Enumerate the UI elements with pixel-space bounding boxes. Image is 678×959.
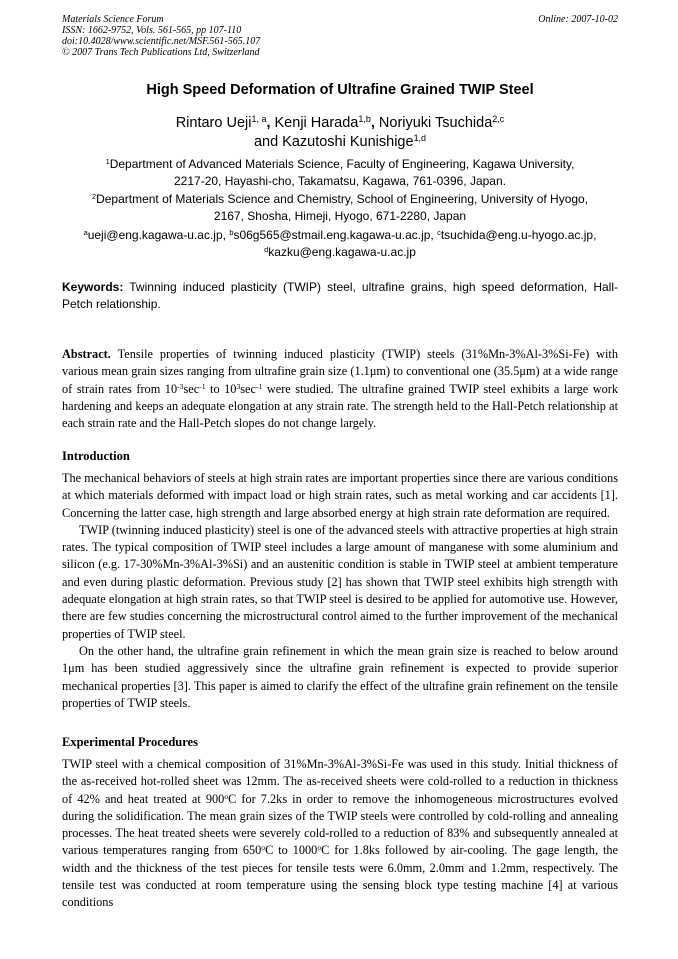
author-affiliation-mark: 1,b	[358, 114, 371, 125]
affiliation-text: Department of Advanced Materials Science, Faculty of Engineering, Kagawa University,	[109, 157, 575, 171]
author-name: Rintaro Ueji	[175, 115, 252, 131]
affiliation-text: Department of Materials Science and Chemistry, School of Engineering, University of Hyogo,	[96, 192, 589, 206]
online-date: Online: 2007-10-02	[538, 14, 618, 25]
abstract-exponent: -3	[177, 381, 184, 391]
experimental-heading: Experimental Procedures	[62, 735, 198, 749]
issn-line: ISSN: 1662-9752, Vols. 561-565, pp 107-110	[62, 25, 242, 36]
email-mark: a	[83, 227, 88, 237]
abstract-exponent: -1	[199, 381, 206, 391]
affiliation-text: 2167, Shosha, Himeji, Hyogo, 671-2280, Japan	[213, 209, 467, 223]
paragraph: TWIP (twinning induced plasticity) steel is one of the advanced steels with attractive properties at high strain rates. The typical composition of TWIP steel includes a large amount of manganese with some aluminium and silicon (e.g. 17-30%Mn-3%Al-3%Si) and an austenitic condition is stable in TWIP steel at ambient temperature and even during plastic deformation. Previous study [2] has shown that TWIP steel exhibits high strength with adequate elongation at high strain rates, so that TWIP steel is desired to be applied for automotive use. However, there are few studies concerning the microstructural control aimed to the further improvement of the mechanical properties of TWIP steel.	[62, 522, 618, 641]
paragraph-text: C to 1000	[265, 843, 318, 858]
abstract-text: to 10	[210, 381, 237, 396]
degree-mark: o	[224, 791, 229, 801]
author-name: Kenji Harada	[274, 115, 359, 131]
abstract	[62, 346, 618, 432]
introduction-body	[62, 470, 618, 712]
author-list: Rintaro Ueji$^{1, a}$, Kenji Harada$^{1,b}$, Noriyuki Tsuchida$^{2,c}$ and Kazutoshi Kunishige$^{1,d}$	[175, 114, 505, 150]
copyright-line: © 2007 Trans Tech Publications Ltd, Switzerland	[62, 47, 260, 58]
email-address: ueji@eng.kagawa-u.ac.jp,	[87, 228, 226, 242]
abstract-exponent: 3	[236, 381, 241, 391]
email-address: s06g565@stmail.eng.kagawa-u.ac.jp,	[233, 228, 434, 242]
abstract-text: sec	[183, 381, 200, 396]
author-affiliation-mark: 2,c	[492, 114, 505, 125]
abstract-text: were studied. The ultrafine grained TWIP steel exhibits a large work hardening and keeps an adequate elongation at any strain rate. The strength held to the Hall-Petch relationship at each strain rate and the Hall-Petch slopes do not change largely.	[62, 381, 619, 431]
paragraph: On the other hand, the ultrafine grain refinement in which the mean grain size is reached to below around 1μm has been studied aggressively since the ultrafine grain refinement is expected to provide superior mechanical properties [3]. This paper is aimed to clarify the effect of the ultrafine grain refinement on the tensile properties of TWIP steels.	[62, 643, 618, 710]
experimental-body	[62, 756, 618, 912]
email-mark: c	[437, 227, 441, 237]
keywords	[62, 279, 618, 313]
doi-line: doi:10.4028/www.scientific.net/MSF.561-565.107	[62, 36, 261, 47]
email-address: kazku@eng.kagawa-u.ac.jp	[268, 245, 416, 259]
journal-name: Materials Science Forum	[62, 14, 164, 25]
abstract-exponent: -1	[255, 381, 263, 391]
journal-header	[62, 14, 618, 58]
paragraph: The mechanical behaviors of steels at high strain rates are important properties since there are various conditions at which materials deformed with impact load or high strain rates, such as metal working and car accidents [1]. Concerning the latter case, high strength and large absorbed energy at high strain rate deformation are required.	[62, 471, 618, 520]
email-mark: b	[229, 227, 234, 237]
paragraph-text: C for 1.8ks followed by air-cooling. The gage length, the width and the thickness of the test pieces for tensile tests were 6.0mm, 2.0mm and 1.2mm, respectively. The tensile test was conducted at room temperature using the sensing block type testing machine [4] at various conditions	[62, 843, 618, 910]
degree-mark: o	[261, 843, 266, 853]
author-name: and Kazutoshi Kunishige	[253, 134, 414, 150]
affiliation-mark: 1	[105, 156, 110, 166]
paper-title: High Speed Deformation of Ultrafine Grained TWIP Steel	[146, 82, 534, 98]
affiliation-mark: 2	[91, 191, 97, 201]
abstract-text: Tensile properties of twinning induced plasticity (TWIP) steels (31%Mn-3%Al-3%Si-Fe) with various mean grain sizes ranging from ultrafine grain size (1.1μm) to conventional one (35.5μm) at a wide range of strain rates from 10	[62, 347, 618, 396]
email-list	[62, 227, 618, 261]
degree-mark: o	[317, 843, 322, 853]
paragraph-text: TWIP steel with a chemical composition of 31%Mn-3%Al-3%Si-Fe was used in this study. Initial thickness of the as-received hot-rolled sheet was 12mm. The as-received sheets were cold-rolled to a reduction in thickness of 42% and heat treated at 900	[62, 757, 618, 806]
author-name: Noriyuki Tsuchida	[378, 115, 493, 131]
author-affiliation-mark: 1, a	[251, 114, 267, 125]
paragraph-text: C for 7.2ks in order to remove the inhomogeneous microstructures evolved during the solidification. The mean grain sizes of the TWIP steels were controlled by cold-rolling and annealing processes. The heat treated sheets were severely cold-rolled to a reduction of 83% and subsequently annealed at various temperatures ranging from 650	[62, 791, 618, 858]
affiliation-1	[62, 156, 618, 190]
keywords-label: Keywords:	[62, 280, 124, 294]
abstract-text: sec	[240, 381, 256, 396]
author-affiliation-mark: 1,d	[413, 133, 427, 144]
affiliation-text: 2217-20, Hayashi-cho, Takamatsu, Kagawa, 761-0396, Japan.	[174, 174, 506, 188]
keywords-text: Twinning induced plasticity (TWIP) steel, ultrafine grains, high speed deformation, Hall-Petch relationship.	[62, 280, 618, 311]
introduction-heading: Introduction	[62, 449, 130, 463]
email-mark: d	[264, 244, 269, 254]
abstract-label: Abstract.	[62, 347, 111, 361]
paragraph	[62, 756, 618, 912]
email-address: tsuchida@eng.u-hyogo.ac.jp,	[440, 228, 597, 242]
affiliation-2	[62, 191, 618, 225]
